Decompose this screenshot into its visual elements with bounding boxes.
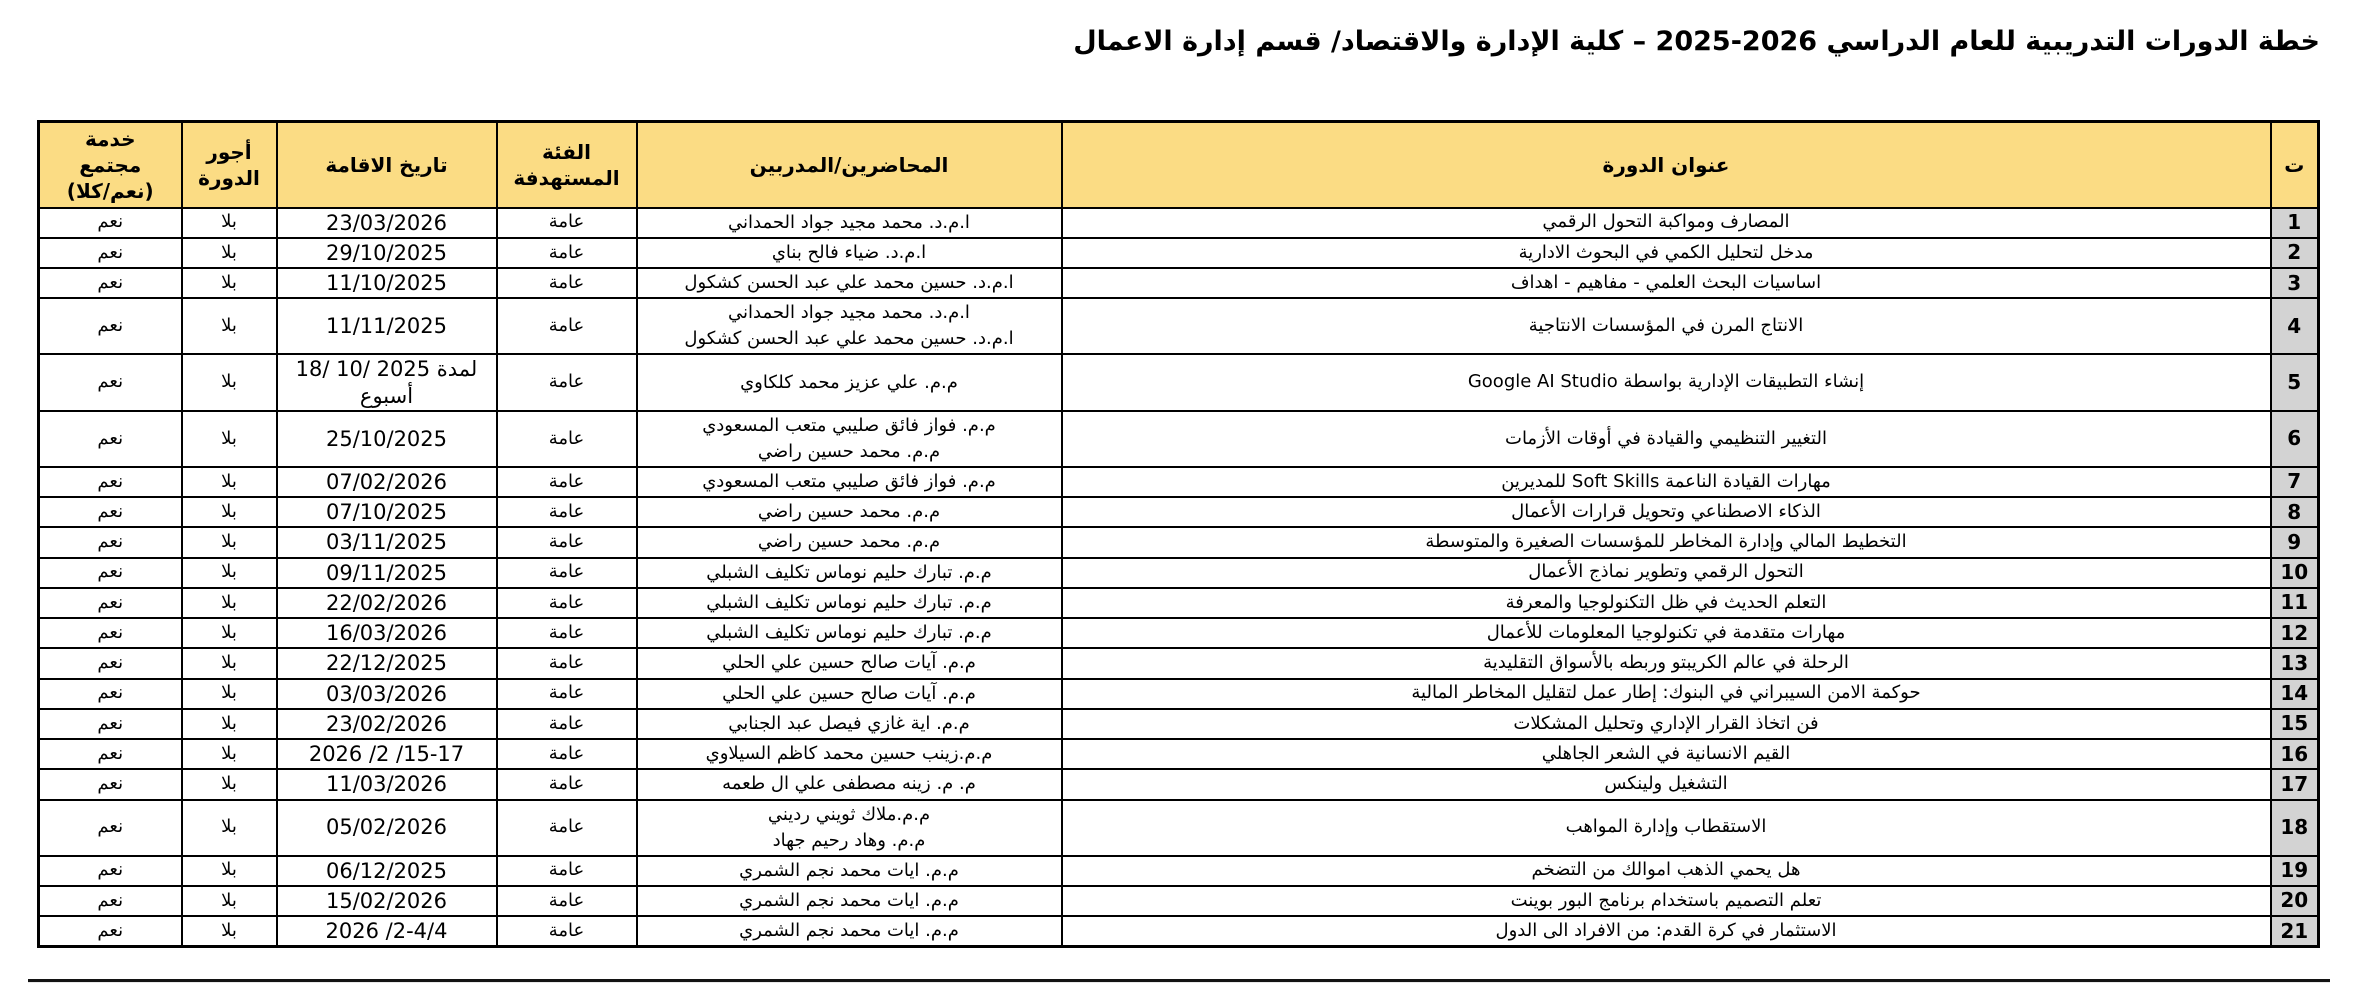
target-category: عامة: [497, 208, 637, 238]
lecturer-name: م.م. ايات محمد نجم الشمري: [739, 859, 959, 881]
community-service: نعم: [39, 916, 182, 947]
table-row: [39, 769, 2319, 799]
table-row: [39, 679, 2319, 709]
row-number: 20: [2271, 886, 2319, 916]
target-category: عامة: [497, 497, 637, 527]
lecturer-name: ا.م.د. ضياء فالح بناي: [771, 241, 927, 263]
course-date: 23/03/2026: [277, 208, 497, 238]
community-service: نعم: [39, 769, 182, 799]
course-date: 15/02/2026: [277, 886, 497, 916]
target-category: عامة: [497, 856, 637, 886]
course-fee: بلا: [182, 238, 277, 268]
table-row: [39, 238, 2319, 268]
course-lecturers: [637, 769, 1062, 799]
course-fee: بلا: [182, 208, 277, 238]
row-number: 2: [2271, 238, 2319, 268]
course-table-body: [39, 208, 2319, 947]
course-title: التخطيط المالي وإدارة المخاطر للمؤسسات الصغيرة والمتوسطة: [1062, 527, 2271, 557]
course-lecturers: [637, 354, 1062, 411]
header-date: تاريخ الاقامة: [277, 122, 497, 208]
course-lecturers: [637, 527, 1062, 557]
header-community-service: خدمة مجتمع (نعم/كلا): [39, 122, 182, 208]
course-lecturers: [637, 558, 1062, 588]
row-number: 7: [2271, 467, 2319, 497]
course-date: 18/ 10/ 2025 لمدة أسبوع: [277, 354, 497, 411]
footer-divider-line: [28, 979, 2330, 983]
course-lecturers: [637, 411, 1062, 467]
course-fee: بلا: [182, 467, 277, 497]
course-date: 2026 /2-4/4: [277, 916, 497, 947]
course-fee: بلا: [182, 886, 277, 916]
course-date: 03/03/2026: [277, 679, 497, 709]
table-row: [39, 618, 2319, 648]
course-lecturers: [637, 648, 1062, 678]
lecturer-name: م.م. تبارك حليم نوماس تكليف الشبلي: [706, 561, 992, 583]
table-row: [39, 467, 2319, 497]
lecturer-name: م.م. آيات صالح حسين علي الحلي: [722, 652, 976, 674]
course-lecturers: [637, 709, 1062, 739]
course-date: 2026 /2 /15-17: [277, 739, 497, 769]
course-fee: بلا: [182, 679, 277, 709]
lecturer-name: م.م. علي عزيز محمد كلكاوي: [740, 371, 958, 393]
row-number: 19: [2271, 856, 2319, 886]
course-date: 06/12/2025: [277, 856, 497, 886]
row-number: 3: [2271, 268, 2319, 298]
course-fee: بلا: [182, 497, 277, 527]
target-category: عامة: [497, 618, 637, 648]
target-category: عامة: [497, 679, 637, 709]
target-category: عامة: [497, 527, 637, 557]
table-row: [39, 268, 2319, 298]
course-fee: بلا: [182, 709, 277, 739]
target-category: عامة: [497, 354, 637, 411]
lecturer-name: م.م. تبارك حليم نوماس تكليف الشبلي: [706, 591, 992, 613]
row-number: 18: [2271, 800, 2319, 856]
community-service: نعم: [39, 497, 182, 527]
course-fee: بلا: [182, 411, 277, 467]
course-date: 07/02/2026: [277, 467, 497, 497]
table-row: [39, 497, 2319, 527]
header-course-title: عنوان الدورة: [1062, 122, 2271, 208]
course-lecturers: [637, 739, 1062, 769]
lecturer-name: م.م. آيات صالح حسين علي الحلي: [722, 682, 976, 704]
row-number: 10: [2271, 558, 2319, 588]
lecturer-name: م.م. اية غازي فيصل عبد الجنابي: [728, 712, 970, 734]
lecturer-name: م.م. محمد حسين راضي: [757, 531, 941, 553]
course-fee: بلا: [182, 588, 277, 618]
course-date: 22/02/2026: [277, 588, 497, 618]
course-title: المصارف ومواكبة التحول الرقمي: [1062, 208, 2271, 238]
lecturer-name: ا.م.د. حسين محمد علي عبد الحسن كشكول: [684, 328, 1014, 350]
page-title: خطة الدورات التدريبية للعام الدراسي 2026-2025 – كلية الإدارة والاقتصاد/ قسم إدارة الاعمال: [1073, 26, 2320, 57]
course-lecturers: [637, 497, 1062, 527]
lecturer-name: م.م.زينب حسين محمد كاظم السيلاوي: [705, 743, 993, 765]
course-fee: بلا: [182, 268, 277, 298]
course-lecturers: [637, 916, 1062, 947]
table-row: [39, 298, 2319, 354]
course-title: الذكاء الاصطناعي وتحويل قرارات الأعمال: [1062, 497, 2271, 527]
course-date: 11/03/2026: [277, 769, 497, 799]
header-no: ت: [2271, 122, 2319, 208]
header-target-category: الفئة المستهدفة: [497, 122, 637, 208]
table-row: [39, 588, 2319, 618]
table-row: [39, 739, 2319, 769]
target-category: عامة: [497, 769, 637, 799]
community-service: نعم: [39, 527, 182, 557]
target-category: عامة: [497, 467, 637, 497]
row-number: 1: [2271, 208, 2319, 238]
course-date: 16/03/2026: [277, 618, 497, 648]
lecturer-name: م.م. ايات محمد نجم الشمري: [739, 889, 959, 911]
community-service: نعم: [39, 886, 182, 916]
community-service: نعم: [39, 467, 182, 497]
lecturer-name: م. م. زينه مصطفى علي ال طعمه: [722, 773, 976, 795]
course-date: 23/02/2026: [277, 709, 497, 739]
course-fee: بلا: [182, 916, 277, 947]
course-fee: بلا: [182, 527, 277, 557]
target-category: عامة: [497, 268, 637, 298]
course-date: 11/10/2025: [277, 268, 497, 298]
row-number: 6: [2271, 411, 2319, 467]
lecturer-name: م.م. ايات محمد نجم الشمري: [739, 920, 959, 942]
row-number: 16: [2271, 739, 2319, 769]
community-service: نعم: [39, 679, 182, 709]
course-fee: بلا: [182, 856, 277, 886]
course-title: الانتاج المرن في المؤسسات الانتاجية: [1062, 298, 2271, 354]
row-number: 12: [2271, 618, 2319, 648]
course-fee: بلا: [182, 800, 277, 856]
course-title: اساسيات البحث العلمي - مفاهيم - اهداف: [1062, 268, 2271, 298]
course-title: تعلم التصميم باستخدام برنامج البور بوينت: [1062, 886, 2271, 916]
course-title: القيم الانسانية في الشعر الجاهلي: [1062, 739, 2271, 769]
lecturer-name: م.م. فواز فائق صليبي متعب المسعودي: [702, 470, 996, 492]
row-number: 9: [2271, 527, 2319, 557]
course-lecturers: [637, 679, 1062, 709]
community-service: نعم: [39, 856, 182, 886]
course-date: 29/10/2025: [277, 238, 497, 268]
community-service: نعم: [39, 709, 182, 739]
course-date: 05/02/2026: [277, 800, 497, 856]
row-number: 4: [2271, 298, 2319, 354]
course-title: التحول الرقمي وتطوير نماذج الأعمال: [1062, 558, 2271, 588]
table-row: [39, 800, 2319, 856]
lecturer-name: ا.م.د. محمد مجيد جواد الحمداني: [728, 211, 970, 233]
row-number: 21: [2271, 916, 2319, 947]
course-title: مدخل لتحليل الكمي في البحوث الادارية: [1062, 238, 2271, 268]
course-title: الاستقطاب وإدارة المواهب: [1062, 800, 2271, 856]
lecturer-name: م.م. فواز فائق صليبي متعب المسعودي: [702, 414, 996, 436]
row-number: 11: [2271, 588, 2319, 618]
target-category: عامة: [497, 238, 637, 268]
course-title: هل يحمي الذهب اموالك من التضخم: [1062, 856, 2271, 886]
table-row: [39, 709, 2319, 739]
community-service: نعم: [39, 739, 182, 769]
course-title: فن اتخاذ القرار الإداري وتحليل المشكلات: [1062, 709, 2271, 739]
course-date: 11/11/2025: [277, 298, 497, 354]
course-fee: بلا: [182, 739, 277, 769]
target-category: عامة: [497, 916, 637, 947]
course-lecturers: [637, 800, 1062, 856]
row-number: 15: [2271, 709, 2319, 739]
lecturer-name: ا.م.د. محمد مجيد جواد الحمداني: [728, 302, 970, 324]
course-title: الرحلة في عالم الكريبتو وربطه بالأسواق التقليدية: [1062, 648, 2271, 678]
course-lecturers: [637, 886, 1062, 916]
table-row: [39, 208, 2319, 238]
course-fee: بلا: [182, 354, 277, 411]
lecturer-name: م.م. محمد حسين راضي: [757, 440, 941, 462]
target-category: عامة: [497, 298, 637, 354]
table-row: [39, 916, 2319, 947]
target-category: عامة: [497, 709, 637, 739]
row-number: 8: [2271, 497, 2319, 527]
target-category: عامة: [497, 558, 637, 588]
community-service: نعم: [39, 238, 182, 268]
table-row: [39, 856, 2319, 886]
course-fee: بلا: [182, 648, 277, 678]
course-lecturers: [637, 268, 1062, 298]
table-header-row: [39, 122, 2319, 208]
course-title: التعلم الحديث في ظل التكنولوجيا والمعرفة: [1062, 588, 2271, 618]
course-lecturers: [637, 588, 1062, 618]
course-date: 25/10/2025: [277, 411, 497, 467]
training-courses-table: [37, 120, 2320, 948]
course-title: الاستثمار في كرة القدم: من الافراد الى الدول: [1062, 916, 2271, 947]
lecturer-name: ا.م.د. حسين محمد علي عبد الحسن كشكول: [684, 272, 1014, 294]
lecturer-name: م.م. محمد حسين راضي: [757, 501, 941, 523]
course-lecturers: [637, 208, 1062, 238]
course-title: التشغيل ولينكس: [1062, 769, 2271, 799]
course-lecturers: [637, 298, 1062, 354]
community-service: نعم: [39, 588, 182, 618]
course-fee: بلا: [182, 769, 277, 799]
row-number: 13: [2271, 648, 2319, 678]
header-fee: أجور الدورة: [182, 122, 277, 208]
course-title: مهارات متقدمة في تكنولوجيا المعلومات للأعمال: [1062, 618, 2271, 648]
course-title: التغيير التنظيمي والقيادة في أوقات الأزمات: [1062, 411, 2271, 467]
course-fee: بلا: [182, 618, 277, 648]
course-fee: بلا: [182, 298, 277, 354]
course-date: 22/12/2025: [277, 648, 497, 678]
target-category: عامة: [497, 739, 637, 769]
table-row: [39, 558, 2319, 588]
row-number: 17: [2271, 769, 2319, 799]
community-service: نعم: [39, 208, 182, 238]
target-category: عامة: [497, 886, 637, 916]
course-lecturers: [637, 856, 1062, 886]
table-row: [39, 527, 2319, 557]
community-service: نعم: [39, 354, 182, 411]
course-title: إنشاء التطبيقات الإدارية بواسطة Google AI Studio: [1062, 354, 2271, 411]
course-date: 03/11/2025: [277, 527, 497, 557]
target-category: عامة: [497, 800, 637, 856]
row-number: 14: [2271, 679, 2319, 709]
course-lecturers: [637, 618, 1062, 648]
course-lecturers: [637, 238, 1062, 268]
lecturer-name: م.م. تبارك حليم نوماس تكليف الشبلي: [706, 622, 992, 644]
header-lecturers: المحاضرين/المدربين: [637, 122, 1062, 208]
community-service: نعم: [39, 298, 182, 354]
table-row: [39, 354, 2319, 411]
target-category: عامة: [497, 648, 637, 678]
row-number: 5: [2271, 354, 2319, 411]
community-service: نعم: [39, 411, 182, 467]
target-category: عامة: [497, 588, 637, 618]
course-lecturers: [637, 467, 1062, 497]
community-service: نعم: [39, 618, 182, 648]
target-category: عامة: [497, 411, 637, 467]
table-row: [39, 886, 2319, 916]
lecturer-name: م.م. وهاد رحيم جهاد: [772, 829, 926, 851]
community-service: نعم: [39, 800, 182, 856]
community-service: نعم: [39, 648, 182, 678]
table-row: [39, 648, 2319, 678]
course-title: مهارات القيادة الناعمة Soft Skills للمديرين: [1062, 467, 2271, 497]
course-fee: بلا: [182, 558, 277, 588]
lecturer-name: م.م.ملاك ثويني رديني: [767, 803, 931, 825]
community-service: نعم: [39, 558, 182, 588]
course-date: 09/11/2025: [277, 558, 497, 588]
course-title: حوكمة الامن السيبراني في البنوك: إطار عمل لتقليل المخاطر المالية: [1062, 679, 2271, 709]
community-service: نعم: [39, 268, 182, 298]
course-date: 07/10/2025: [277, 497, 497, 527]
table-row: [39, 411, 2319, 467]
